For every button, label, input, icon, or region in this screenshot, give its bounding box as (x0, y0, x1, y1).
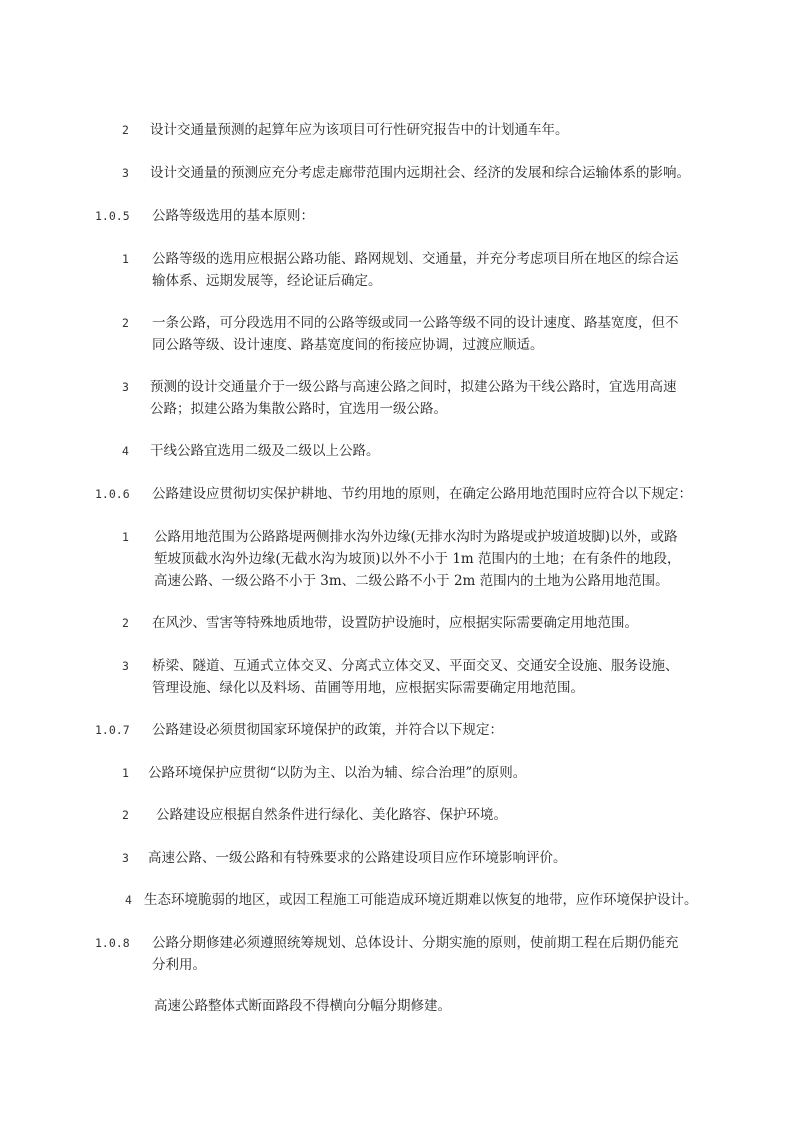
paragraph-text: 高速公路整体式断面路段不得横向分幅分期修建。 (154, 998, 451, 1014)
item-text: 设计交通量的预测应充分考虑走廊带范围内远期社会、经济的发展和综合运输体系的影响。 (150, 165, 690, 181)
item-number: 2 (122, 616, 129, 630)
item-number: 4 (122, 444, 129, 458)
item-text: 公路建设应根据自然条件进行绿化、美化路容、保护环境。 (156, 807, 507, 823)
item-text: 在风沙、雪害等特殊地质地带，设置防护设施时，应根据实际需要确定用地范围。 (152, 615, 638, 631)
clause-heading: 公路建设应贯彻切实保护耕地、节约用地的原则，在确定公路用地范围时应符合以下规定： (152, 486, 692, 502)
item-number: 3 (122, 380, 129, 394)
clause-number: 1.0.5 (95, 209, 130, 223)
item-text: 桥梁、隧道、互通式立体交叉、分离式立体交叉、平面交叉、交通安全设施、服务设施、 (152, 658, 679, 674)
clause-heading: 公路分期修建必须遵照统筹规划、总体设计、分期实施的原则，使前期工程在后期仍能充 (152, 935, 679, 951)
clause-heading: 公路等级选用的基本原则： (152, 208, 314, 224)
item-text: 干线公路宜选用二级及二级以上公路。 (150, 443, 380, 459)
item-text: 输体系、远期发展等，经论证后确定。 (152, 273, 382, 289)
item-text: 公路；拟建公路为集散公路时，宜选用一级公路。 (150, 401, 447, 417)
clause-number: 1.0.7 (95, 723, 130, 737)
item-text: 公路用地范围为公路路堤两侧排水沟外边缘(无排水沟时为路堤或护坡道坡脚)以外，或路 (154, 529, 678, 545)
item-number: 1 (122, 252, 129, 266)
item-text: 管理设施、绿化以及料场、苗圃等用地，应根据实际需要确定用地范围。 (152, 680, 584, 696)
clause-heading: 分利用。 (152, 957, 206, 973)
item-number: 4 (125, 893, 132, 907)
item-number: 1 (122, 766, 129, 780)
item-text: 公路等级的选用应根据公路功能、路网规划、交通量，并充分考虑项目所在地区的综合运 (152, 251, 679, 267)
clause-number: 1.0.6 (95, 487, 130, 501)
item-number: 2 (122, 316, 129, 330)
item-text: 预测的设计交通量介于一级公路与高速公路之间时，拟建公路为干线公路时，宜选用高速 (150, 379, 677, 395)
item-number: 3 (122, 166, 129, 180)
item-text: 生态环境脆弱的地区，或因工程施工可能造成环境近期难以恢复的地带，应作环境保护设计。 (144, 892, 698, 908)
item-text: 高速公路、一级公路和有特殊要求的公路建设项目应作环境影响评价。 (148, 850, 567, 866)
item-text: 公路环境保护应贯彻“以防为主、以治为辅、综合治理”的原则。 (148, 765, 527, 781)
item-text: 一条公路，可分段选用不同的公路等级或同一公路等级不同的设计速度、路基宽度，但不 (152, 315, 679, 331)
clause-heading: 公路建设必须贯彻国家环境保护的政策，并符合以下规定： (152, 722, 503, 738)
item-number: 3 (122, 851, 129, 865)
item-text: 同公路等级、设计速度、路基宽度间的衔接应协调，过渡应顺适。 (152, 337, 544, 353)
item-text: 堑坡顶截水沟外边缘(无截水沟为坡顶)以外不小于 1m 范围内的土地；在有条件的地段， (154, 551, 681, 567)
item-text: 高速公路、一级公路不小于 3m、二级公路不小于 2m 范围内的土地为公路用地范围。 (154, 573, 669, 589)
item-text: 设计交通量预测的起算年应为该项目可行性研究报告中的计划通车年。 (150, 122, 569, 138)
item-number: 1 (122, 530, 129, 544)
item-number: 2 (122, 123, 129, 137)
item-number: 3 (122, 659, 129, 673)
clause-number: 1.0.8 (95, 936, 130, 950)
item-number: 2 (122, 808, 129, 822)
